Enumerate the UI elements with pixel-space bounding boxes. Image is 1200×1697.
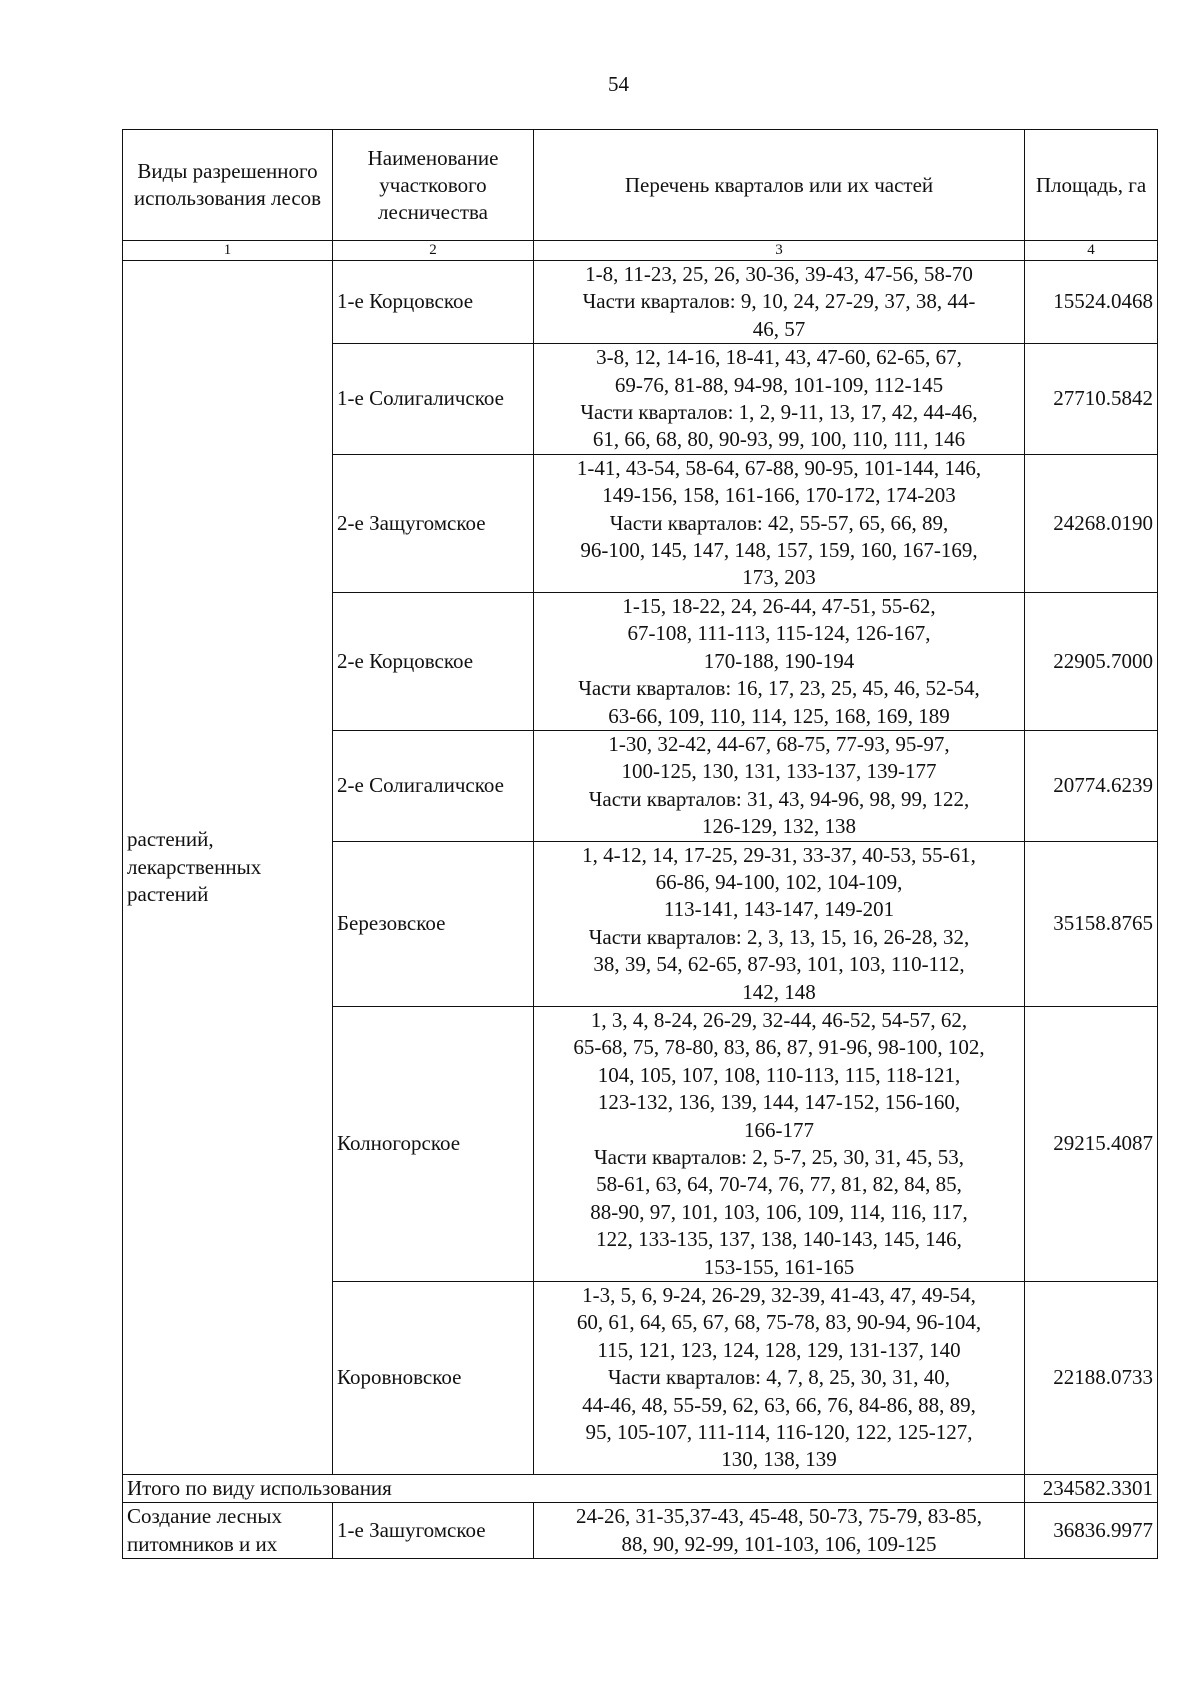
column-number-row bbox=[123, 241, 1158, 261]
forest-use-table bbox=[122, 129, 1158, 1559]
header-forestry-name: Наименование участкового лесничества bbox=[333, 130, 534, 241]
quarters-line: 142, 148 bbox=[742, 979, 816, 1004]
quarters-line: 115, 121, 123, 124, 128, 129, 131-137, 140 bbox=[597, 1337, 961, 1362]
quarters-line: 44-46, 48, 55-59, 62, 63, 66, 76, 84-86, 88, 89, bbox=[582, 1392, 976, 1417]
quarters-cell bbox=[534, 344, 1025, 455]
quarters-line: 1-15, 18-22, 24, 26-44, 47-51, 55-62, bbox=[622, 593, 936, 618]
quarters-line: 122, 133-135, 137, 138, 140-143, 145, 146, bbox=[596, 1227, 962, 1252]
area-cell: 22905.7000 bbox=[1025, 592, 1158, 730]
column-number: 3 bbox=[534, 241, 1025, 261]
quarters-line: 88-90, 97, 101, 103, 106, 109, 114, 116, 117, bbox=[590, 1199, 968, 1224]
quarters-cell bbox=[534, 1006, 1025, 1281]
column-number: 2 bbox=[333, 241, 534, 261]
forestry-name-cell: 2-е Корцовское bbox=[333, 592, 534, 730]
quarters-line: Части кварталов: 1, 2, 9-11, 13, 17, 42, 44-46, bbox=[580, 400, 978, 425]
quarters-line: 173, 203 bbox=[742, 565, 816, 590]
total-value: 234582.3301 bbox=[1025, 1474, 1158, 1502]
area-cell: 29215.4087 bbox=[1025, 1006, 1158, 1281]
quarters-line: Части кварталов: 4, 7, 8, 25, 30, 31, 40, bbox=[607, 1365, 950, 1390]
quarters-line: 65-68, 75, 78-80, 83, 86, 87, 91-96, 98-100, 102, bbox=[573, 1035, 985, 1060]
quarters-cell bbox=[534, 730, 1025, 841]
usage-type-cell: растений, лекарственных растений bbox=[123, 261, 333, 1475]
quarters-line: 100-125, 130, 131, 133-137, 139-177 bbox=[621, 759, 937, 784]
quarters-cell bbox=[534, 261, 1025, 344]
quarters-line: 95, 105-107, 111-114, 116-120, 122, 125-127, bbox=[585, 1420, 973, 1445]
quarters-line: 60, 61, 64, 65, 67, 68, 75-78, 83, 90-94, 96-104, bbox=[576, 1310, 982, 1335]
quarters-line: Части кварталов: 31, 43, 94-96, 98, 99, 122, bbox=[588, 786, 970, 811]
quarters-cell bbox=[534, 1503, 1025, 1559]
forestry-name-cell: 2-е Солигаличское bbox=[333, 730, 534, 841]
forestry-name-cell: Березовское bbox=[333, 841, 534, 1006]
quarters-line: 1, 3, 4, 8-24, 26-29, 32-44, 46-52, 54-57, 62, bbox=[590, 1007, 968, 1032]
quarters-line: Части кварталов: 42, 55-57, 65, 66, 89, bbox=[609, 510, 949, 535]
quarters-cell bbox=[534, 1282, 1025, 1475]
quarters-line: 88, 90, 92-99, 101-103, 106, 109-125 bbox=[621, 1531, 937, 1556]
quarters-line: 1-8, 11-23, 25, 26, 30-36, 39-43, 47-56, 58-70 bbox=[585, 262, 973, 286]
quarters-line: 3-8, 12, 14-16, 18-41, 43, 47-60, 62-65, 67, bbox=[596, 345, 962, 370]
quarters-line: 1-3, 5, 6, 9-24, 26-29, 32-39, 41-43, 47, 49-54, bbox=[582, 1283, 976, 1308]
header-quarters-list: Перечень кварталов или их частей bbox=[534, 130, 1025, 241]
quarters-line: 1-41, 43-54, 58-64, 67-88, 90-95, 101-144, 146, bbox=[576, 455, 982, 480]
quarters-line: 24-26, 31-35,37-43, 45-48, 50-73, 75-79, 83-85, bbox=[576, 1504, 982, 1529]
quarters-line: 96-100, 145, 147, 148, 157, 159, 160, 167-169, bbox=[580, 538, 978, 563]
area-cell: 15524.0468 bbox=[1025, 261, 1158, 344]
quarters-cell bbox=[534, 592, 1025, 730]
forestry-name-cell: 1-е Солигаличское bbox=[333, 344, 534, 455]
quarters-line: 38, 39, 54, 62-65, 87-93, 101, 103, 110-112, bbox=[593, 952, 965, 977]
quarters-line: 46, 57 bbox=[752, 316, 806, 341]
area-cell: 35158.8765 bbox=[1025, 841, 1158, 1006]
quarters-cell bbox=[534, 454, 1025, 592]
forestry-name-cell: 1-е Корцовское bbox=[333, 261, 534, 344]
area-cell: 27710.5842 bbox=[1025, 344, 1158, 455]
quarters-line: 61, 66, 68, 80, 90-93, 99, 100, 110, 111, 146 bbox=[592, 427, 966, 452]
quarters-line: 63-66, 109, 110, 114, 125, 168, 169, 189 bbox=[608, 703, 950, 728]
quarters-line: 69-76, 81-88, 94-98, 101-109, 112-145 bbox=[614, 372, 944, 397]
quarters-line: 149-156, 158, 161-166, 170-172, 174-203 bbox=[602, 483, 956, 508]
quarters-line: Части кварталов: 9, 10, 24, 27-29, 37, 38, 44- bbox=[582, 289, 976, 314]
header-row bbox=[123, 130, 1158, 241]
forestry-name-cell: 1-е Зашугомское bbox=[333, 1503, 534, 1559]
header-area: Площадь, га bbox=[1025, 130, 1158, 241]
forestry-name-cell: 2-е Защугомское bbox=[333, 454, 534, 592]
quarters-line: 1-30, 32-42, 44-67, 68-75, 77-93, 95-97, bbox=[608, 731, 950, 756]
quarters-line: 153-155, 161-165 bbox=[703, 1254, 855, 1279]
table-body bbox=[123, 261, 1158, 1559]
table-row bbox=[123, 1503, 1158, 1559]
quarters-cell bbox=[534, 841, 1025, 1006]
quarters-line: 67-108, 111-113, 115-124, 126-167, bbox=[627, 621, 931, 646]
area-cell: 36836.9977 bbox=[1025, 1503, 1158, 1559]
quarters-line: 170-188, 190-194 bbox=[703, 648, 855, 673]
quarters-line: 123-132, 136, 139, 144, 147-152, 156-160, bbox=[597, 1090, 961, 1115]
column-number: 4 bbox=[1025, 241, 1158, 261]
quarters-line: 66-86, 94-100, 102, 104-109, bbox=[655, 869, 903, 894]
quarters-line: Части кварталов: 2, 3, 13, 15, 16, 26-28, 32, bbox=[588, 924, 970, 949]
quarters-line: Части кварталов: 2, 5-7, 25, 30, 31, 45, 53, bbox=[593, 1145, 964, 1169]
quarters-line: 104, 105, 107, 108, 110-113, 115, 118-121, bbox=[597, 1062, 961, 1087]
total-label: Итого по виду использования bbox=[123, 1474, 1025, 1502]
header-usage-type: Виды разрешенного использования лесов bbox=[123, 130, 333, 241]
page-number: 54 bbox=[608, 72, 629, 96]
quarters-line: 58-61, 63, 64, 70-74, 76, 77, 81, 82, 84, 85, bbox=[596, 1172, 962, 1197]
forestry-name-cell: Колногорское bbox=[333, 1006, 534, 1281]
quarters-line: 166-177 bbox=[744, 1117, 814, 1142]
column-number: 1 bbox=[123, 241, 333, 261]
table-row bbox=[123, 261, 1158, 344]
area-cell: 22188.0733 bbox=[1025, 1282, 1158, 1475]
quarters-line: 1, 4-12, 14, 17-25, 29-31, 33-37, 40-53, 55-61, bbox=[582, 842, 976, 867]
quarters-line: 130, 138, 139 bbox=[721, 1447, 837, 1472]
area-cell: 24268.0190 bbox=[1025, 454, 1158, 592]
area-cell: 20774.6239 bbox=[1025, 730, 1158, 841]
quarters-line: 126-129, 132, 138 bbox=[702, 814, 856, 839]
quarters-line: 113-141, 143-147, 149-201 bbox=[663, 897, 895, 922]
usage-type-cell: Создание лесных питомников и их bbox=[123, 1503, 333, 1559]
quarters-line: Части кварталов: 16, 17, 23, 25, 45, 46, 52-54, bbox=[578, 676, 980, 701]
forestry-name-cell: Коровновское bbox=[333, 1282, 534, 1475]
total-row bbox=[123, 1474, 1158, 1502]
